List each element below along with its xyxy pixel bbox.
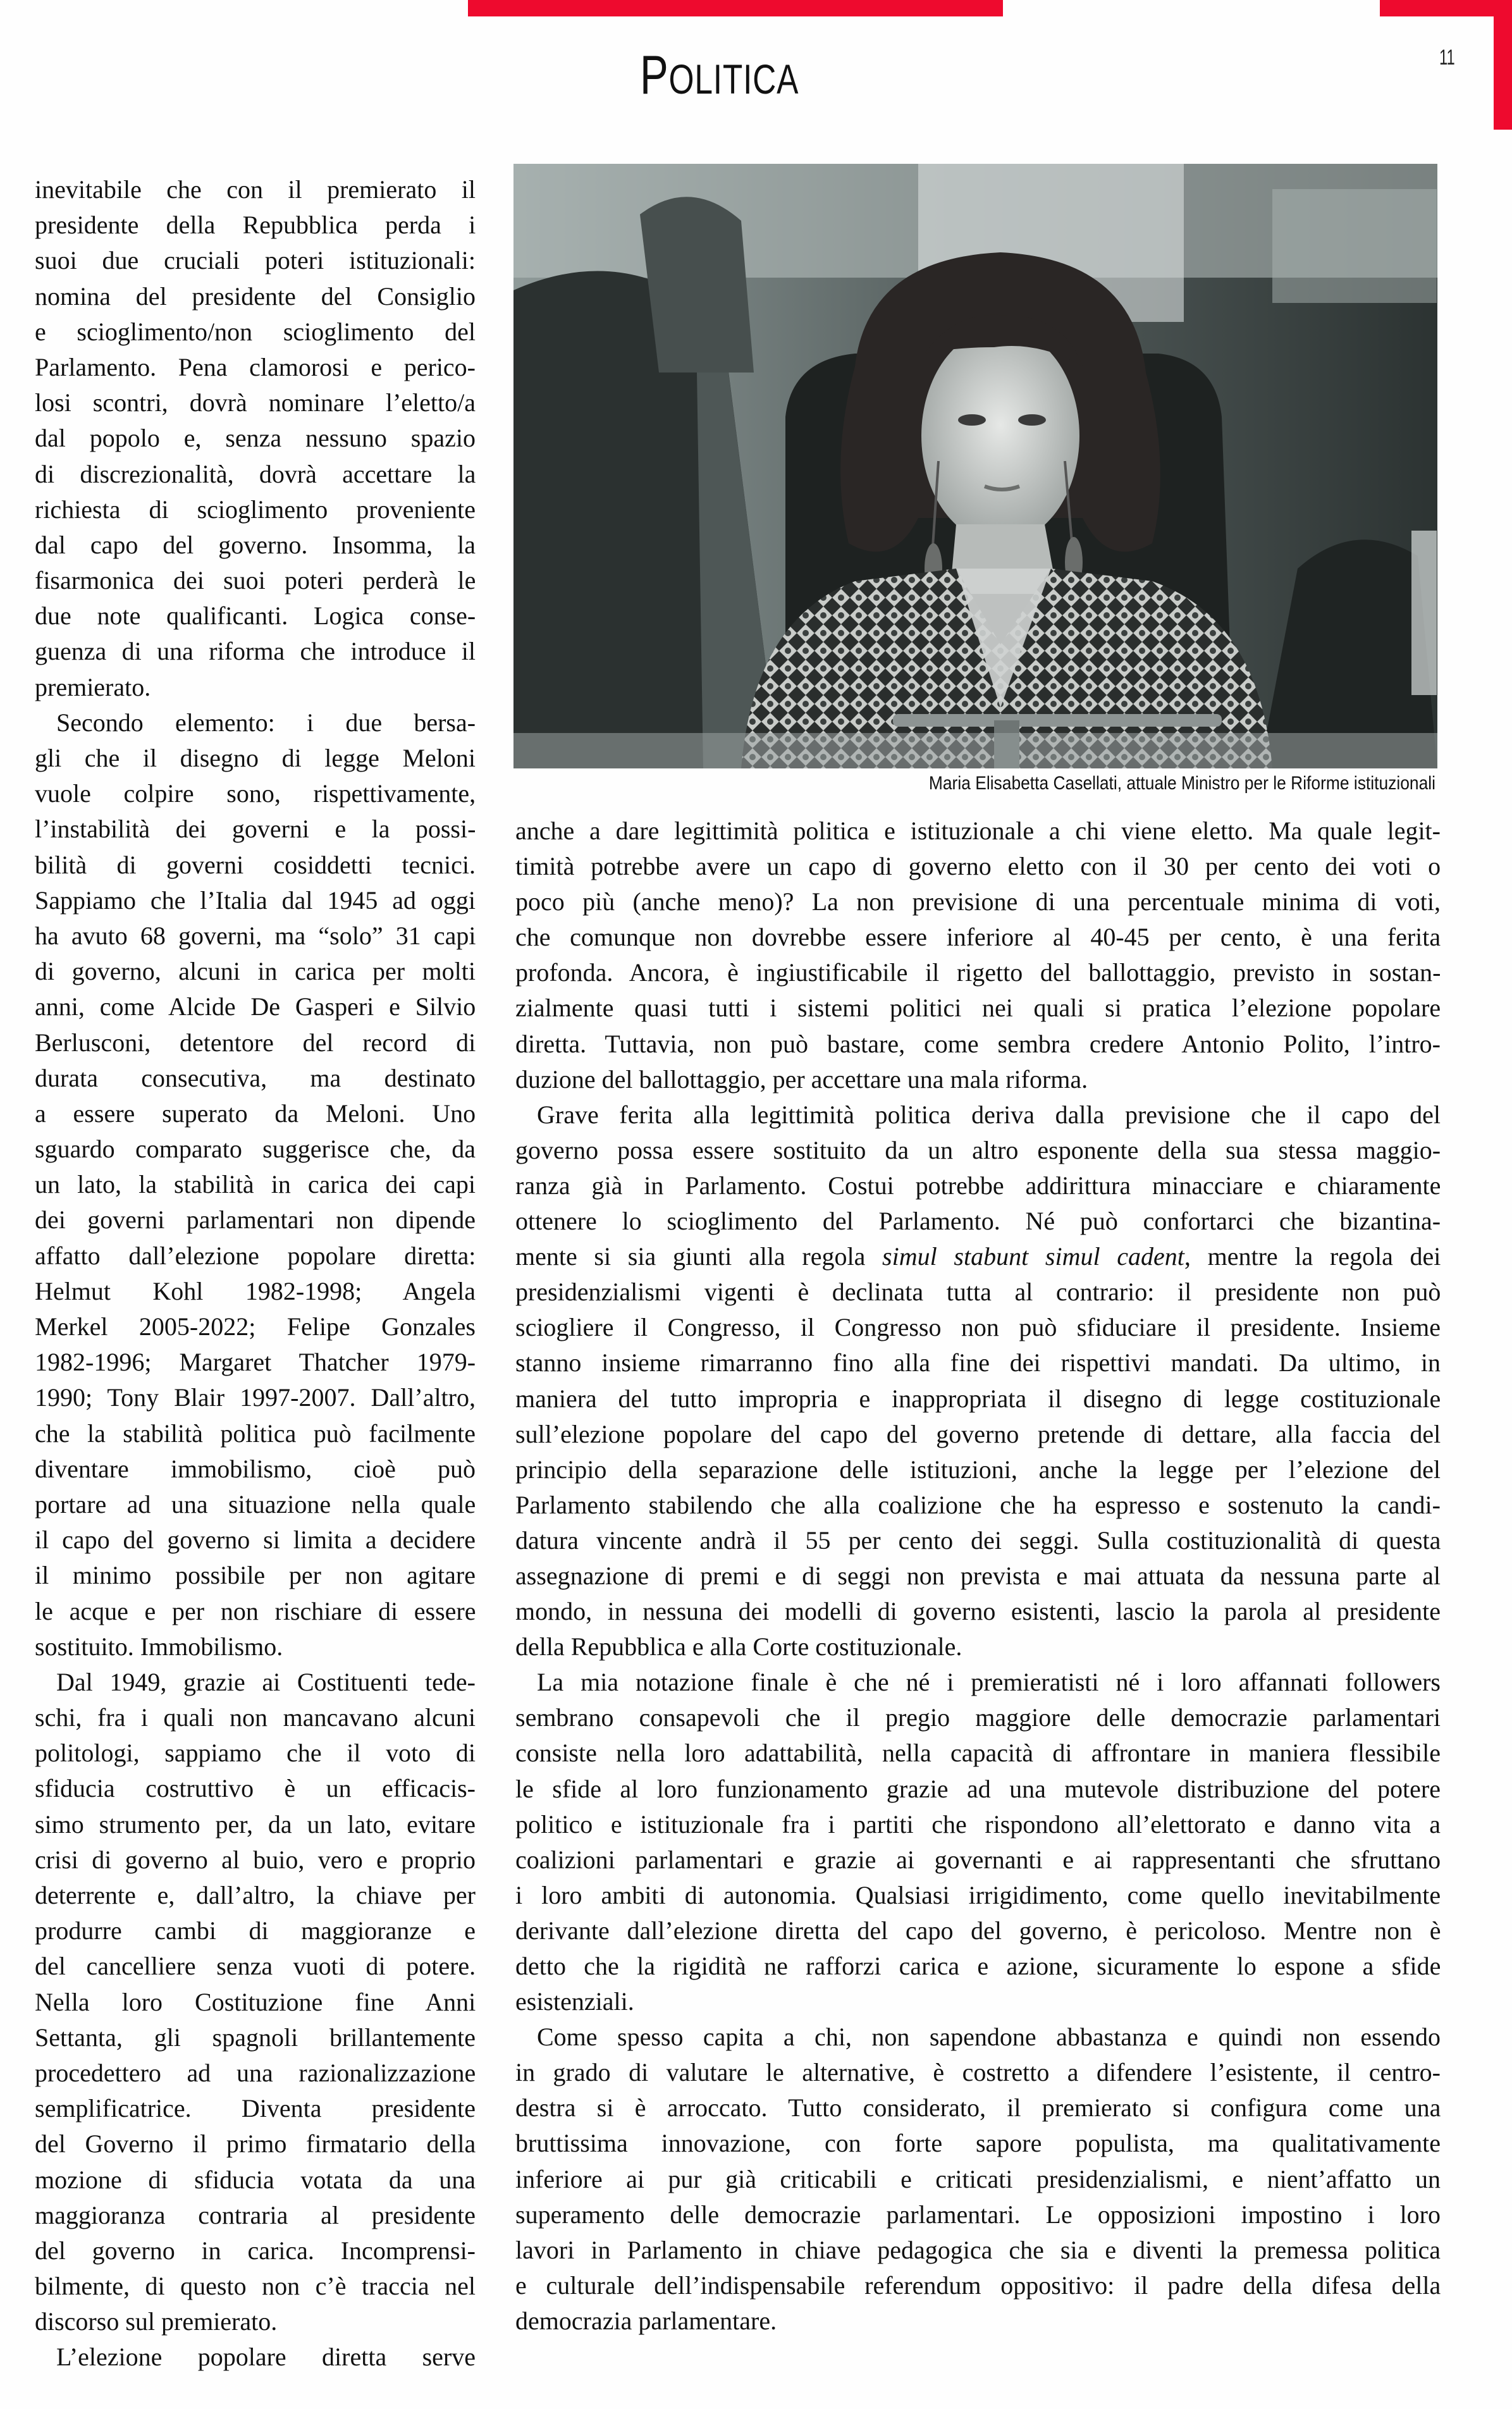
line-text: affatto dall’elezione popolare diretta:: [35, 1241, 476, 1270]
line-text: sembrano consapevoli che il pregio maggiore delle democrazie parlamentari: [515, 1703, 1441, 1732]
line-text: Helmut Kohl 1982-1998; Angela: [35, 1276, 476, 1305]
line-text: consiste nella loro adattabilità, nella capacità di affrontare in maniera flessibile: [515, 1739, 1441, 1768]
text-line: [35, 1061, 476, 1096]
line-text: un lato, la stabilità in carica dei capi: [35, 1170, 476, 1199]
text-line: [515, 1523, 1441, 1558]
line-text: ha avuto 68 governi, ma “solo” 31 capi: [35, 921, 476, 950]
line-text: che comunque non dovrebbe essere inferiore al 40-45 per cento, è una ferita: [515, 923, 1441, 952]
paragraph-start-line: [35, 1665, 476, 1700]
text-line: [35, 847, 476, 883]
line-text: del governo in carica. Incomprensi-: [35, 2236, 476, 2265]
text-line: [515, 884, 1441, 920]
line-text: datura vincente andrà il 55 per cento dei seggi. Sulla costituzionalità di questa: [515, 1525, 1441, 1555]
text-line: [35, 2091, 476, 2126]
line-text-after: , mentre la regola dei: [1184, 1242, 1441, 1271]
text-line: [35, 918, 476, 954]
text-line: [35, 989, 476, 1025]
line-text: Secondo elemento: i due bersa-: [56, 708, 476, 737]
line-text: discorso sul premierato.: [35, 2307, 278, 2336]
line-text: produrre cambi di maggioranze e: [35, 1916, 476, 1945]
text-line: [35, 598, 476, 634]
text-line: [35, 1629, 476, 1665]
text-line: [35, 1238, 476, 1274]
line-text: Berlusconi, detentore del record di: [35, 1028, 476, 1057]
text-line: [35, 350, 476, 385]
text-line: [35, 563, 476, 598]
line-text: mondo, in nessuna dei modelli di governo esistenti, lascio la parola al presidente: [515, 1597, 1441, 1626]
text-line: [35, 1594, 476, 1629]
line-text: coalizioni parlamentari e grazie ai governanti e ai rappresentanti che sfruttano: [515, 1845, 1441, 1874]
text-line: [35, 1380, 476, 1415]
text-line: [35, 2162, 476, 2198]
text-line: [35, 385, 476, 421]
text-line: [515, 1310, 1441, 1345]
line-text: assegnazione di premi e di seggi non prevista e mai attuata da nessuna parte al: [515, 1561, 1441, 1590]
section-title: [640, 44, 799, 107]
text-line: [35, 1025, 476, 1061]
line-text: procedettero ad una razionalizzazione: [35, 2058, 476, 2087]
line-text: anni, come Alcide De Gasperi e Silvio: [35, 992, 476, 1021]
line-text: profonda. Ancora, è ingiustificabile il rigetto del ballottaggio, previsto in sostan-: [515, 958, 1441, 987]
text-line: [35, 2055, 476, 2091]
right-edge-accent-bar: [1494, 0, 1512, 130]
line-text: democrazia parlamentare.: [515, 2306, 777, 2335]
line-text: i loro ambiti di autonomia. Qualsiasi irrigidimento, come quello inevitabilmente: [515, 1880, 1441, 1909]
text-line: [35, 243, 476, 278]
line-text: semplificatrice. Diventa presidente: [35, 2094, 476, 2123]
text-line: [35, 1985, 476, 2020]
text-line: [515, 1062, 1441, 1097]
text-line: [35, 1522, 476, 1558]
line-text: diventare immobilismo, cioè può: [35, 1454, 476, 1483]
text-line: [515, 2162, 1441, 2197]
line-text: di governo, alcuni in carica per molti: [35, 957, 476, 986]
text-line: [515, 1629, 1441, 1665]
text-line: [35, 457, 476, 492]
line-text: Come spesso capita a chi, non sapendone abbastanza e quindi non essendo: [537, 2023, 1441, 2052]
text-line: [35, 1487, 476, 1522]
paragraph-start-line: [35, 2339, 476, 2375]
text-line: [35, 1416, 476, 1451]
line-text: le acque e per non rischiare di essere: [35, 1596, 476, 1625]
line-text: due note qualificanti. Logica conse-: [35, 601, 476, 631]
text-line: [35, 811, 476, 847]
text-line: [515, 1417, 1441, 1452]
line-text: maniera del tutto impropria e inappropriata il disegno di legge costituzionale: [515, 1384, 1441, 1413]
text-line: [35, 1345, 476, 1380]
text-line: [35, 1807, 476, 1842]
latin-phrase: simul stabunt simul cadent: [882, 1242, 1184, 1271]
line-text: inferiore ai pur già criticabili e criticati presidenzialismi, e nient’affatto un: [515, 2164, 1441, 2193]
text-line: [35, 1096, 476, 1131]
text-line: [35, 527, 476, 563]
text-line: [35, 1700, 476, 1735]
text-line: [515, 1168, 1441, 1204]
line-text: crisi di governo al buio, vero e proprio: [35, 1845, 476, 1874]
page-number: 11: [1439, 46, 1455, 70]
text-line: [515, 2090, 1441, 2126]
line-text: diretta. Tuttavia, non può bastare, come sembra credere Antonio Polito, l’intro-: [515, 1029, 1441, 1058]
line-text: bruttissima innovazione, con forte sapore populista, ma qualitativamente: [515, 2129, 1441, 2158]
line-text: bilmente, di questo non c’è traccia nel: [35, 2272, 476, 2301]
line-text: stanno insieme rimarranno fino alla fine dei rispettivi mandati. Da ultimo, in: [515, 1348, 1441, 1377]
line-text: sfiducia costruttivo è un efficacis-: [35, 1774, 476, 1803]
text-line: [35, 172, 476, 207]
line-text: Sappiamo che l’Italia dal 1945 ad oggi: [35, 885, 476, 915]
section-title-rest: OLITICA: [668, 56, 799, 102]
line-text: mente si sia giunti alla regola simul stabunt simul cadent, mentre la regola dei: [515, 1242, 1441, 1271]
line-text: politico e istituzionale fra i partiti che rispondono all’elettorato e danno vita a: [515, 1809, 1441, 1839]
text-line: [35, 883, 476, 918]
text-line: [35, 314, 476, 350]
line-text: della Repubblica e alla Corte costituzionale.: [515, 1632, 962, 1661]
line-text: governo possa essere sostituito da un altro esponente della sua stessa maggio-: [515, 1135, 1441, 1164]
text-line: [35, 1735, 476, 1771]
text-line: [515, 1594, 1441, 1629]
line-text: ranza già in Parlamento. Costui potrebbe addirittura minacciare e chiaramente: [515, 1171, 1441, 1200]
line-text: che la stabilità politica può facilmente: [35, 1419, 476, 1448]
text-line: [35, 1274, 476, 1309]
text-line: [515, 1842, 1441, 1878]
line-text: zialmente quasi tutti i sistemi politici nei quali si pratica l’elezione popolare: [515, 994, 1441, 1023]
text-line: [35, 2126, 476, 2162]
text-line: [35, 2233, 476, 2269]
text-line: [515, 955, 1441, 990]
text-line: [515, 849, 1441, 884]
line-text: esistenziali.: [515, 1987, 634, 2016]
top-accent-bar: [468, 0, 1003, 16]
line-text: in grado di valutare le alternative, è costretto a difendere l’esistente, il centro-: [515, 2058, 1441, 2087]
line-text: presidente della Repubblica perda i: [35, 211, 476, 240]
paragraph-start-line: [515, 1665, 1441, 1700]
line-text: del cancelliere senza vuoti di potere.: [35, 1952, 476, 1981]
text-line: [35, 634, 476, 669]
line-text: sull’elezione popolare del capo del governo pretende di dettare, alla faccia del: [515, 1419, 1441, 1448]
line-text: ottenere lo scioglimento del Parlamento. Né può confortarci che bizantina-: [515, 1207, 1441, 1236]
text-line: [35, 421, 476, 456]
text-line: [515, 1239, 1441, 1274]
text-line: [35, 1309, 476, 1345]
article-column-right: [515, 813, 1441, 2339]
line-text: inevitabile che con il premierato il: [35, 175, 476, 204]
text-line: [35, 1451, 476, 1487]
line-text: mozione di sfiducia votata da una: [35, 2165, 476, 2194]
line-text: deterrente e, dall’altro, la chiave per: [35, 1881, 476, 1909]
text-line: [35, 1878, 476, 1913]
line-text: l’instabilità dei governi e la possi-: [35, 815, 476, 844]
portrait-image: [513, 164, 1437, 768]
text-line: [35, 670, 476, 705]
line-text: sostituito. Immobilismo.: [35, 1632, 283, 1661]
line-text: Parlamento. Pena clamorosi e perico-: [35, 352, 476, 381]
line-text: bilità di governi cosiddetti tecnici.: [35, 850, 476, 879]
text-line: [35, 1558, 476, 1593]
text-line: [35, 492, 476, 527]
line-text: vuole colpire sono, rispettivamente,: [35, 779, 476, 808]
line-text: derivante dall’elezione diretta del capo del governo, è pericoloso. Mentre non è: [515, 1916, 1441, 1945]
line-text: guenza di una riforma che introduce il: [35, 637, 476, 666]
line-text: del Governo il primo firmatario della: [35, 2129, 476, 2159]
text-line: [515, 1274, 1441, 1310]
text-line: [35, 1771, 476, 1806]
text-line: [515, 2233, 1441, 2268]
line-text: 1982-1996; Margaret Thatcher 1979-: [35, 1348, 476, 1377]
line-text: a essere superato da Meloni. Uno: [35, 1099, 476, 1128]
text-line: [515, 1913, 1441, 1949]
text-line: [515, 2197, 1441, 2233]
paragraph-start-line: [515, 1097, 1441, 1133]
line-text: duzione del ballottaggio, per accettare una mala riforma.: [515, 1064, 1088, 1094]
text-line: [515, 1807, 1441, 1842]
text-line: [515, 1133, 1441, 1168]
top-right-accent-bar: [1380, 0, 1512, 16]
line-text: lavori in Parlamento in chiave pedagogica che sia e diventi la premessa politica: [515, 2235, 1441, 2264]
line-text: La mia notazione finale è che né i premieratisti né i loro affannati followers: [537, 1668, 1441, 1697]
line-text: il capo del governo si limita a decidere: [35, 1525, 476, 1555]
line-text: suoi due cruciali poteri istituzionali:: [35, 246, 476, 275]
text-line: [515, 1488, 1441, 1523]
text-line: [515, 2055, 1441, 2090]
article-photo: [513, 164, 1437, 768]
text-line: [515, 813, 1441, 849]
line-text: poco più (anche meno)? La non previsione di una percentuale minima di voti,: [515, 887, 1441, 916]
text-line: [515, 1700, 1441, 1735]
text-line: [35, 2304, 476, 2339]
line-text: simo strumento per, da un lato, evitare: [35, 1809, 476, 1839]
line-text: richiesta di scioglimento proveniente: [35, 495, 476, 524]
line-text: fisarmonica dei suoi poteri perderà le: [35, 566, 476, 595]
paragraph-start-line: [35, 705, 476, 741]
line-text: Settanta, gli spagnoli brillantemente: [35, 2023, 476, 2052]
line-text: timità potrebbe avere un capo di governo eletto con il 30 per cento dei voti o: [515, 852, 1441, 881]
line-text: e culturale dell’indispensabile referendum oppositivo: il padre della difesa della: [515, 2270, 1441, 2300]
text-line: [515, 1452, 1441, 1488]
text-line: [35, 2020, 476, 2055]
text-line: [515, 1381, 1441, 1417]
line-text: detto che la rigidità ne rafforzi carica e azione, sicuramente lo espone a sfide: [515, 1952, 1441, 1980]
line-text: gli che il disegno di legge Meloni: [35, 744, 476, 772]
line-text: losi scontri, dovrà nominare l’eletto/a: [35, 388, 476, 417]
text-line: [35, 1842, 476, 1878]
photo-caption: Maria Elisabetta Casellati, attuale Ministro per le Riforme istituzionali: [928, 773, 1435, 794]
line-text: dal popolo e, senza nessuno spazio: [35, 424, 476, 453]
text-line: [515, 1026, 1441, 1062]
line-text: Merkel 2005-2022; Felipe Gonzales: [35, 1312, 476, 1341]
line-text: destra si è arroccato. Tutto considerato, il premierato si configura come una: [515, 2093, 1441, 2123]
text-line: [515, 1735, 1441, 1771]
line-text: Nella loro Costituzione fine Anni: [35, 1987, 476, 2016]
section-title-initial: P: [640, 45, 669, 106]
text-line: [515, 920, 1441, 955]
line-text: Dal 1949, grazie ai Costituenti tede-: [56, 1667, 476, 1696]
line-text: schi, fra i quali non mancavano alcuni: [35, 1703, 476, 1732]
line-text: sciogliere il Congresso, il Congresso non può sfiduciare il presidente. Insieme: [515, 1313, 1441, 1342]
article-column-left: [35, 172, 476, 2375]
text-line: [35, 954, 476, 989]
text-line: [35, 207, 476, 243]
line-text: dal capo del governo. Insomma, la: [35, 530, 476, 559]
text-line: [515, 1204, 1441, 1239]
text-line: [515, 1949, 1441, 1984]
line-text: principio della separazione delle istituzioni, anche la legge per l’elezione del: [515, 1455, 1441, 1484]
line-text: e scioglimento/non scioglimento del: [35, 317, 476, 346]
line-text: dei governi parlamentari non dipende: [35, 1205, 476, 1235]
line-text: L’elezione popolare diretta serve: [56, 2343, 476, 2372]
line-text: presidenzialismi vigenti è declinata tutta al contrario: il presidente non può: [515, 1278, 1441, 1307]
line-text: superamento delle democrazie parlamentari. Le opposizioni impostino i loro: [515, 2200, 1441, 2229]
text-line: [515, 1345, 1441, 1381]
line-text: anche a dare legittimità politica e istituzionale a chi viene eletto. Ma quale legit-: [515, 816, 1441, 845]
line-text: nomina del presidente del Consiglio: [35, 281, 476, 311]
line-text: portare ad una situazione nella quale: [35, 1489, 476, 1519]
line-text: 1990; Tony Blair 1997-2007. Dall’altro,: [35, 1383, 476, 1412]
text-line: [515, 2303, 1441, 2339]
text-line: [515, 2126, 1441, 2161]
text-line: [35, 279, 476, 314]
text-line: [35, 1913, 476, 1949]
line-text: il minimo possibile per non agitare: [35, 1561, 476, 1590]
text-line: [35, 1949, 476, 1984]
line-text: Parlamento stabilendo che alla coalizione che ha espresso e sostenuto la candi-: [515, 1490, 1441, 1519]
line-text: durata consecutiva, ma destinato: [35, 1063, 476, 1092]
line-text: maggioranza contraria al presidente: [35, 2200, 476, 2229]
text-line: [35, 1202, 476, 1238]
line-text: Grave ferita alla legittimità politica deriva dalla previsione che il capo del: [537, 1100, 1441, 1129]
text-line: [35, 1131, 476, 1167]
text-line: [35, 1167, 476, 1202]
line-text: le sfide al loro funzionamento grazie ad una mutevole distribuzione del potere: [515, 1774, 1441, 1803]
line-text: politologi, sappiamo che il voto di: [35, 1739, 476, 1768]
text-line: [515, 2268, 1441, 2303]
text-line: [515, 1771, 1441, 1807]
line-text: sguardo comparato suggerisce che, da: [35, 1135, 476, 1164]
text-line: [35, 2198, 476, 2233]
text-line: [515, 1878, 1441, 1913]
text-line: [515, 1984, 1441, 2019]
text-line: [35, 776, 476, 811]
line-text: premierato.: [35, 672, 151, 701]
text-line: [35, 2269, 476, 2304]
text-line: [515, 1558, 1441, 1594]
paragraph-start-line: [515, 2019, 1441, 2055]
text-line: [35, 741, 476, 776]
text-line: [515, 990, 1441, 1026]
line-text: di discrezionalità, dovrà accettare la: [35, 459, 476, 488]
